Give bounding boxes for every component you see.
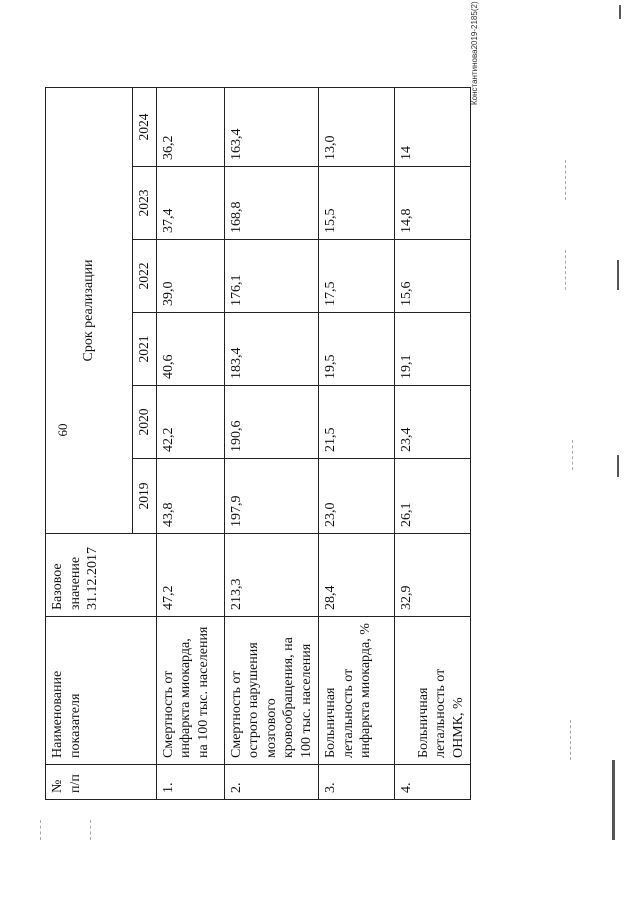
- row-value: 19,1: [395, 313, 471, 386]
- year-cell: 2021: [133, 313, 157, 386]
- table-row: [319, 87, 395, 799]
- row-value: 42,2: [156, 386, 224, 459]
- scan-mark: [619, 5, 621, 19]
- row-name: Больничная летальность от инфаркта миокарда, %: [319, 617, 395, 765]
- row-value: 19,5: [319, 313, 395, 386]
- footer-code: Константинова2019-2185(2): [470, 1, 479, 105]
- row-num: 2.: [224, 765, 319, 800]
- row-base: 32,9: [395, 534, 471, 617]
- row-value: 15,6: [395, 240, 471, 313]
- row-value: 36,2: [156, 87, 224, 166]
- row-base: 28,4: [319, 534, 395, 617]
- scan-mark: [617, 260, 619, 290]
- table-row: [395, 87, 471, 799]
- scan-dash: [565, 250, 567, 290]
- row-value: 23,0: [319, 459, 395, 534]
- year-cell: 2024: [133, 87, 157, 166]
- year-cell: 2019: [133, 459, 157, 534]
- row-value: 21,5: [319, 386, 395, 459]
- row-value: 15,5: [319, 167, 395, 240]
- row-value: 163,4: [224, 87, 319, 166]
- row-value: 17,5: [319, 240, 395, 313]
- header-period: Срок реализации: [46, 87, 133, 533]
- row-name: Больничная летальность от ОНМК, %: [395, 617, 471, 765]
- scan-mark: [617, 455, 619, 477]
- indicators-table: [45, 87, 471, 800]
- row-value: 183,4: [224, 313, 319, 386]
- header-base: Базовое значение 31.12.2017: [46, 534, 157, 617]
- year-cell: 2020: [133, 386, 157, 459]
- row-value: 176,1: [224, 240, 319, 313]
- scan-dash: [570, 720, 572, 760]
- row-value: 13,0: [319, 87, 395, 166]
- header-row: [46, 87, 133, 799]
- page-number: 60: [55, 423, 70, 437]
- header-num: № п/п: [46, 765, 157, 800]
- row-value: 14,8: [395, 167, 471, 240]
- rotated-table-wrapper: [45, 88, 466, 800]
- row-value: 39,0: [156, 240, 224, 313]
- scan-dash: [572, 440, 574, 470]
- scan-dash: [40, 820, 42, 840]
- row-value: 40,6: [156, 313, 224, 386]
- row-value: 14: [395, 87, 471, 166]
- row-value: 168,8: [224, 167, 319, 240]
- row-name: Смертность от острого нарушения мозгового кровообращения, на 100 тыс. населения: [224, 617, 319, 765]
- scan-dash: [90, 820, 92, 840]
- scan-mark: [612, 760, 615, 840]
- row-name: Смертность от инфаркта миокарда, на 100 тыс. населения: [156, 617, 224, 765]
- year-cell: 2022: [133, 240, 157, 313]
- row-value: 190,6: [224, 386, 319, 459]
- row-value: 26,1: [395, 459, 471, 534]
- year-cell: 2023: [133, 167, 157, 240]
- header-name: Наименование показателя: [46, 617, 157, 765]
- row-num: 1.: [156, 765, 224, 800]
- table-row: [156, 87, 224, 799]
- row-base: 47,2: [156, 534, 224, 617]
- row-value: 197,9: [224, 459, 319, 534]
- row-value: 43,8: [156, 459, 224, 534]
- row-base: 213,3: [224, 534, 319, 617]
- row-value: 37,4: [156, 167, 224, 240]
- row-value: 23,4: [395, 386, 471, 459]
- table-row: [224, 87, 319, 799]
- row-num: 4.: [395, 765, 471, 800]
- row-num: 3.: [319, 765, 395, 800]
- scan-dash: [565, 160, 567, 200]
